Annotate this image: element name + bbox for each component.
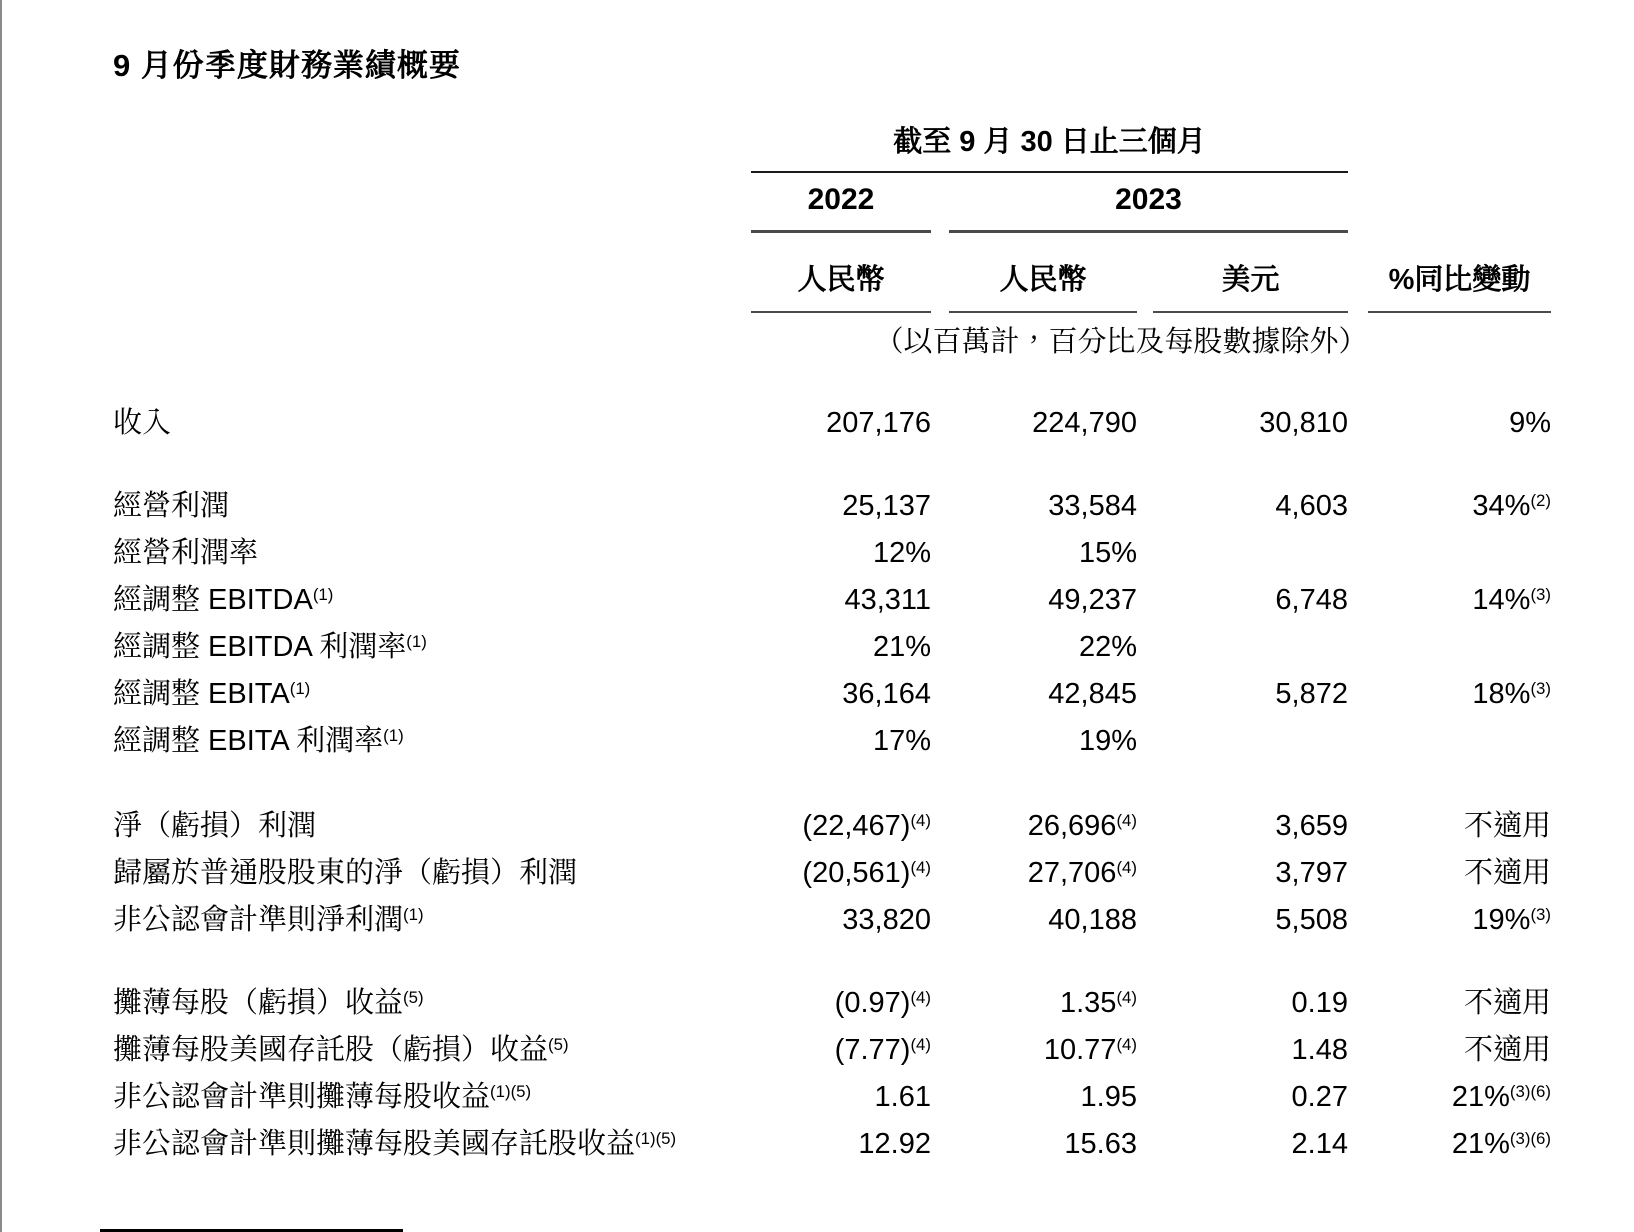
value-2023-rmb: 33,584 [1048,490,1137,522]
value-yoy-change: 19%$^{(3)}$ [1472,904,1551,936]
row-label: 攤薄每股美國存託股（虧損）收益$^{(5)}$ [113,1034,569,1066]
table-row-operating-income [113,480,1551,527]
year-2023-header: 2023 [931,173,1348,233]
table-row-adjusted-ebita-margin [113,715,1551,762]
value-yoy-change: 14%$^{(3)}$ [1472,584,1551,616]
table-row-adjusted-ebitda-margin [113,621,1551,668]
value-2022-rmb: 1.61 [874,1081,931,1113]
value-2022-rmb: 12% [872,537,931,569]
value-2023-rmb: 1.95 [1080,1081,1137,1113]
table-row-adjusted-ebita [113,668,1551,715]
unit-note: （以百萬計，百分比及每股數據除外） [874,326,1368,358]
row-label: 經調整 EBITDA 利潤率$^{(1)}$ [113,631,427,663]
table-row-diluted-eps [113,977,1551,1024]
value-2022-rmb: 25,137 [842,490,931,522]
table-row-operating-margin [113,527,1551,574]
row-label: 非公認會計準則攤薄每股收益$^{(1)(5)}$ [113,1081,532,1113]
value-2023-usd: 30,810 [1259,407,1348,439]
value-2023-usd: 5,508 [1275,904,1348,936]
value-2023-rmb: 19% [1078,725,1137,757]
row-label: 歸屬於普通股股東的淨（虧損）利潤 [113,857,578,889]
value-2023-rmb: 10.77$^{(4)}$ [1043,1034,1137,1066]
value-2023-rmb: 49,237 [1048,584,1137,616]
value-2022-rmb: 207,176 [826,407,931,439]
value-2023-rmb: 1.35$^{(4)}$ [1059,987,1137,1019]
value-2023-rmb: 40,188 [1048,904,1137,936]
value-yoy-change: 不適用 [1463,1034,1551,1066]
value-2022-rmb: $(20,561)^{(4)}$ [802,857,931,889]
value-yoy-change: 18%$^{(3)}$ [1472,678,1551,710]
value-2023-rmb: 42,845 [1048,678,1137,710]
column-header-row [113,233,1551,313]
section-spacer [113,762,1551,800]
row-label: 經調整 EBITDA$^{(1)}$ [113,584,334,616]
value-yoy-change: 不適用 [1463,857,1551,889]
value-2022-rmb: 17% [872,725,931,757]
value-2022-rmb: $(0.97)^{(4)}$ [834,987,931,1019]
value-2023-rmb: 26,696$^{(4)}$ [1027,810,1137,842]
col-header-rmb-2022: 人民幣 [751,233,931,313]
section-spacer [113,363,1551,397]
value-2023-usd: 4,603 [1275,490,1348,522]
table-row-revenue [113,397,1551,444]
row-label: 非公認會計準則淨利潤$^{(1)}$ [113,904,424,936]
row-label: 經營利潤 [113,490,230,522]
row-label: 淨（虧損）利潤 [113,810,317,842]
value-2023-usd: 0.27 [1291,1081,1348,1113]
value-2023-rmb: 27,706$^{(4)}$ [1027,857,1137,889]
unit-note-row [113,313,1551,363]
value-2023-rmb: 22% [1078,631,1137,663]
table-row-adjusted-ebitda [113,574,1551,621]
value-2023-rmb: 15.63 [1064,1128,1137,1160]
value-2023-rmb: 224,790 [1032,407,1137,439]
table-row-net-income [113,800,1551,847]
value-2023-usd: 3,659 [1275,810,1348,842]
value-2022-rmb: $(7.77)^{(4)}$ [834,1034,931,1066]
table-row-non-gaap-diluted-eps [113,1071,1551,1118]
year-header-row [113,173,1551,233]
col-header-yoy: %同比變動 [1348,233,1551,313]
row-label: 攤薄每股（虧損）收益$^{(5)}$ [113,987,424,1019]
value-yoy-change: 不適用 [1463,987,1551,1019]
table-row-diluted-eps-ads [113,1024,1551,1071]
value-yoy-change: 不適用 [1463,810,1551,842]
table-row-net-income-to-shareholders [113,847,1551,894]
value-2023-usd: 5,872 [1275,678,1348,710]
row-label: 收入 [113,407,172,439]
value-2022-rmb: 36,164 [842,678,931,710]
financial-summary-table [113,121,1551,1165]
value-2022-rmb: 43,311 [844,584,931,616]
year-2022-header: 2022 [751,173,931,233]
value-yoy-change: 34%$^{(2)}$ [1472,490,1551,522]
value-2023-usd: 1.48 [1291,1034,1348,1066]
value-2022-rmb: 12.92 [858,1128,931,1160]
period-header-row [113,121,1551,173]
section-spacer [113,444,1551,480]
value-yoy-change: 21%$^{(3)(6)}$ [1451,1081,1551,1113]
value-2023-usd: 6,748 [1275,584,1348,616]
table-row-non-gaap-net-income [113,894,1551,941]
row-label: 非公認會計準則攤薄每股美國存託股收益$^{(1)(5)}$ [113,1128,677,1160]
row-label: 經營利潤率 [113,537,259,569]
period-header: 截至 9 月 30 日止三個月 [751,121,1348,173]
value-2022-rmb: 21% [872,631,931,663]
value-2022-rmb: 33,820 [842,904,931,936]
value-2022-rmb: $(22,467)^{(4)}$ [802,810,931,842]
value-2023-usd: 0.19 [1291,987,1348,1019]
row-label: 經調整 EBITA$^{(1)}$ [113,678,311,710]
page-left-border [0,0,2,1232]
section-spacer [113,941,1551,977]
value-2023-usd: 2.14 [1291,1128,1348,1160]
page-title: 9 月份季度財務業績概要 [113,48,461,83]
value-yoy-change: 21%$^{(3)(6)}$ [1451,1128,1551,1160]
empty-corner-cell [113,287,751,313]
row-label: 經調整 EBITA 利潤率$^{(1)}$ [113,725,404,757]
value-2023-usd: 3,797 [1275,857,1348,889]
col-header-rmb-2023: 人民幣 [931,233,1137,313]
value-2023-rmb: 15% [1078,537,1137,569]
table-row-non-gaap-diluted-eps-ads [113,1118,1551,1165]
col-header-usd: 美元 [1137,233,1348,313]
value-yoy-change: 9% [1509,407,1551,439]
